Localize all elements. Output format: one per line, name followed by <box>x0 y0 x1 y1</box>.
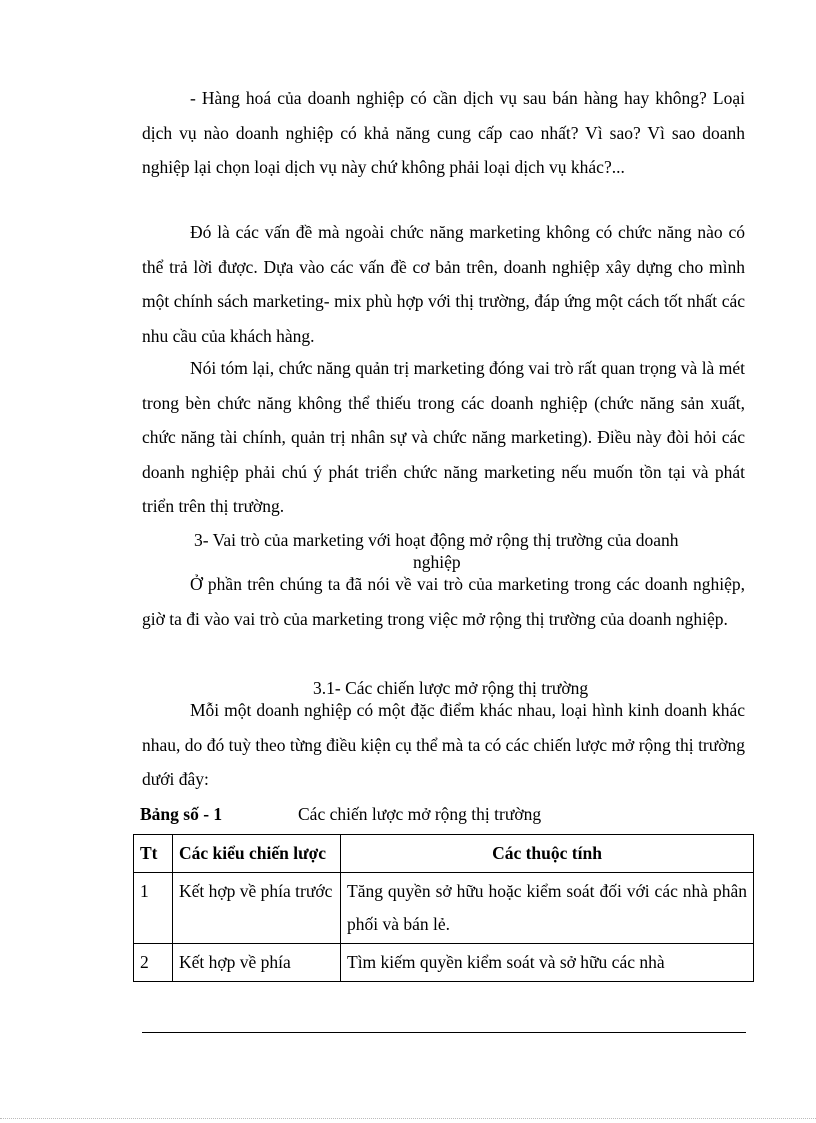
cell-attributes: Tăng quyền sở hữu hoặc kiểm soát đối với các nhà phân phối và bán lẻ. <box>341 873 754 944</box>
section-3-1-heading: 3.1- Các chiến lược mở rộng thị trường <box>313 678 589 698</box>
cell-strategy-type: Kết hợp về phía trước <box>173 873 341 944</box>
section-3-heading-line1: 3- Vai trò của marketing với hoạt động mở rộng thị trường của doanh <box>194 530 679 550</box>
cell-attributes: Tìm kiếm quyền kiểm soát và sở hữu các nhà <box>341 944 754 982</box>
table-row <box>134 944 754 982</box>
table-header-row <box>134 835 754 873</box>
table-caption-label: Bảng số - 1 <box>140 804 223 824</box>
cell-tt: 1 <box>134 873 173 944</box>
strategy-table <box>133 834 754 982</box>
cell-tt: 2 <box>134 944 173 982</box>
header-tt: Tt <box>134 835 173 873</box>
paragraph-after-sales-service: - Hàng hoá của doanh nghiệp có cần dịch vụ sau bán hàng hay không? Loại dịch vụ nào doanh nghiệp có khả năng cung cấp cao nhất? Vì sao? Vì sao doanh nghiệp lại chọn loại dịch vụ này chứ không phải loại dịch vụ khác?... <box>142 88 745 177</box>
paragraph-marketing-function: Đó là các vấn đề mà ngoài chức năng marketing không có chức năng nào có thể trả lời được. Dựa vào các vấn đề cơ bản trên, doanh nghiệp xây dựng cho mình một chính sách marketing- mix phù hợp với thị trường, đáp ứng một cách tốt nhất các nhu cầu của khách hàng. <box>142 222 745 346</box>
footer-rule <box>142 1032 746 1033</box>
table-caption <box>140 802 542 826</box>
table-caption-title: Các chiến lược mở rộng thị trường <box>298 804 542 824</box>
page-bottom-border <box>0 1118 816 1119</box>
paragraph-section-3-1-intro: Mỗi một doanh nghiệp có một đặc điểm khác nhau, loại hình kinh doanh khác nhau, do đó tuỳ theo từng điều kiện cụ thể mà ta có các chiến lược mở rộng thị trường dưới đây: <box>142 700 745 789</box>
section-3-heading-line2: nghiệp <box>413 552 461 572</box>
cell-strategy-type: Kết hợp về phía <box>173 944 341 982</box>
paragraph-summary: Nói tóm lại, chức năng quản trị marketing đóng vai trò rất quan trọng và là mét trong bèn chức năng không thể thiếu trong các doanh nghiệp (chức năng sản xuất, chức năng tài chính, quản trị nhân sự và chức năng marketing). Điều này đòi hỏi các doanh nghiệp phải chú ý phát triển chức năng marketing nếu muốn tồn tại và phát triển trên thị trường. <box>142 358 745 516</box>
header-strategy-type: Các kiểu chiến lược <box>173 835 341 873</box>
header-attributes: Các thuộc tính <box>341 835 754 873</box>
paragraph-section-3-intro: Ở phần trên chúng ta đã nói về vai trò của marketing trong các doanh nghiệp, giờ ta đi vào vai trò của marketing trong việc mở rộng thị trường của doanh nghiệp. <box>142 574 745 629</box>
table-row <box>134 873 754 944</box>
